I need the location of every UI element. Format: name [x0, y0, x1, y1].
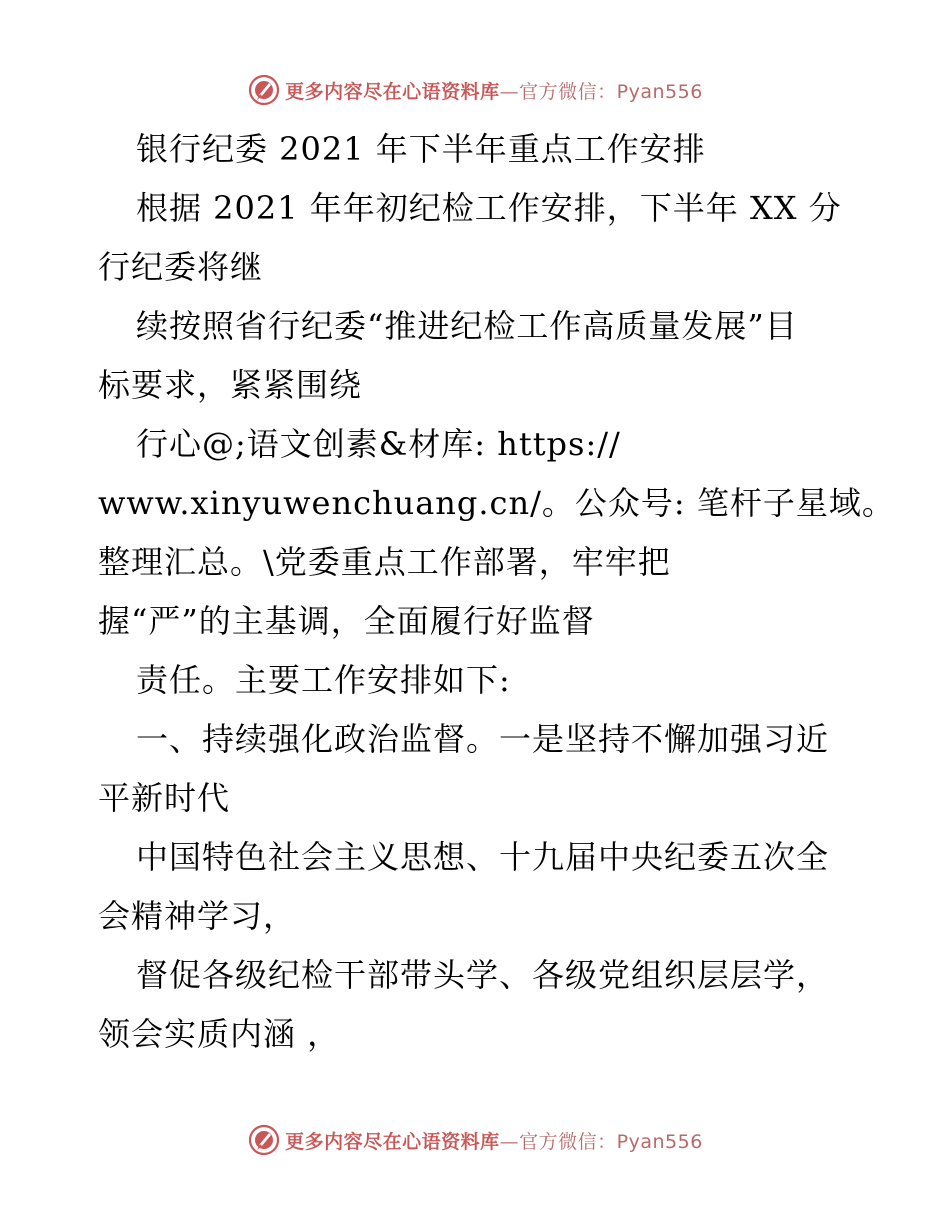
- banner-separator: —: [499, 1130, 520, 1153]
- paragraph-line: 行纪委将继: [98, 248, 264, 286]
- section-heading-line: 一、持续强化政治监督。一是坚持不懈加强习近: [136, 720, 830, 758]
- banner-main-text: 更多内容尽在心语资料库: [285, 1130, 500, 1153]
- pen-seal-icon: [247, 73, 281, 107]
- pen-seal-icon: [247, 1123, 281, 1157]
- banner-contact-text: 官方微信：Pyan556: [519, 1130, 703, 1153]
- banner-main-text: 更多内容尽在心语资料库: [285, 80, 500, 103]
- paragraph-line: 续按照省行纪委“推进纪检工作高质量发展”目: [136, 307, 798, 345]
- footer-watermark-banner: [0, 1120, 950, 1160]
- banner-separator: —: [499, 80, 520, 103]
- paragraph-line: 督促各级纪检干部带头学、各级党组织层层学，: [136, 956, 830, 994]
- paragraph-line: 责任。主要工作安排如下:: [136, 661, 511, 699]
- paragraph-line: 握“严”的主基调，全面履行好监督: [98, 602, 595, 640]
- header-watermark-banner: [0, 70, 950, 110]
- document-body: [98, 120, 895, 1064]
- banner-contact-text: 官方微信：Pyan556: [519, 80, 703, 103]
- paragraph-line: 标要求，紧紧围绕: [98, 366, 363, 404]
- paragraph-line: 会精神学习，: [98, 897, 297, 935]
- paragraph-line: 行心@;语文创素&材库: https://: [136, 425, 621, 463]
- paragraph-line: 整理汇总。\党委重点工作部署，牢牢把: [98, 543, 671, 581]
- paragraph-line: 中国特色社会主义思想、十九届中央纪委五次全: [136, 838, 830, 876]
- document-title: 银行纪委 2021 年下半年重点工作安排: [136, 130, 706, 168]
- paragraph-line: 根据 2021 年年初纪检工作安排，下半年 XX 分: [136, 189, 842, 227]
- paragraph-line: 平新时代: [98, 779, 231, 817]
- paragraph-line: 领会实质内涵 ，: [98, 1015, 341, 1053]
- paragraph-line: www.xinyuwenchuang.cn/。公众号: 笔杆子星域。: [98, 484, 895, 522]
